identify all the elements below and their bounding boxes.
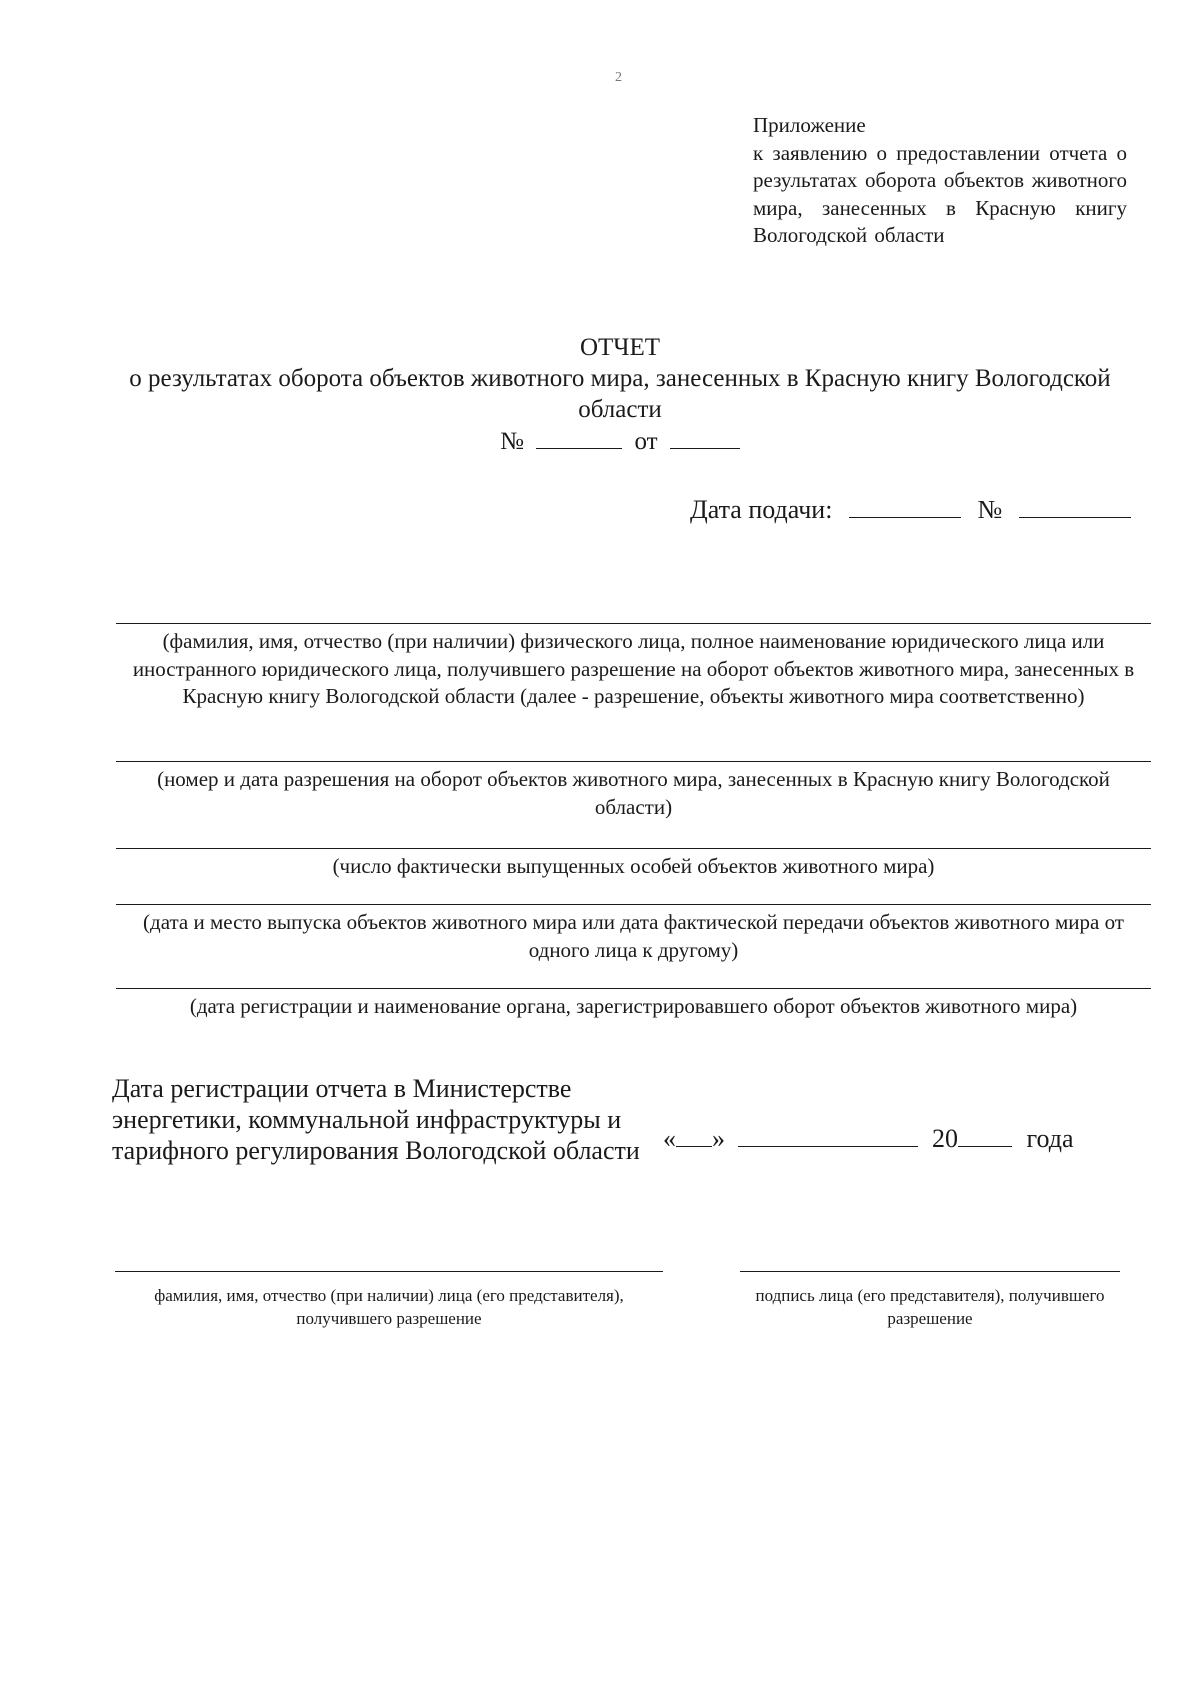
report-from-label: от [634, 428, 658, 455]
page-mark: 2 [615, 70, 622, 85]
year-blank[interactable] [958, 1142, 1012, 1147]
registration-date-line [663, 1124, 1074, 1154]
applicant-caption: (фамилия, имя, отчество (при наличии) физического лица, полное наименование юридического лица или иностранного юридического лица, получившего разрешение на оборот объектов животного мира, занесенных в Красную книгу Вологодской области (далее - разрешение, объекты животного мира соответственно) [132, 629, 1135, 708]
year-word: года [1026, 1124, 1074, 1153]
report-subtitle: о результатах оборота объектов животного мира, занесенных в Красную книгу Вологодской области [129, 365, 1111, 423]
day-blank[interactable] [676, 1142, 712, 1147]
appendix-block [753, 112, 1127, 250]
registration-authority-field [116, 988, 1151, 1021]
appendix-body: к заявлению о предоставлении отчета о результатах оборота объектов животного мира, занесенных в Красную книгу Вологодской области [753, 140, 1127, 247]
release-date-place-line[interactable] [116, 904, 1151, 905]
signature-line[interactable] [740, 1271, 1120, 1272]
released-count-caption: (число фактически выпущенных особей объектов животного мира) [332, 854, 935, 878]
permit-line[interactable] [116, 761, 1151, 762]
permit-field [116, 761, 1151, 821]
filing-number-blank[interactable] [1019, 513, 1131, 518]
signature-block [740, 1271, 1120, 1330]
report-date-blank[interactable] [670, 444, 740, 449]
filing-date-label: Дата подачи: [690, 495, 833, 524]
month-blank[interactable] [738, 1142, 918, 1147]
appendix-title: Приложение [753, 113, 866, 137]
released-count-line[interactable] [116, 848, 1151, 849]
registration-label: Дата регистрации отчета в Министерстве энергетики, коммунальной инфраструктуры и тарифного регулирования Вологодской области [112, 1074, 640, 1165]
quote-close: » [712, 1124, 725, 1153]
applicant-line[interactable] [116, 623, 1151, 624]
applicant-field [116, 623, 1151, 711]
report-number-sign: № [500, 428, 524, 455]
report-title-block [100, 332, 1140, 425]
signatory-name-line[interactable] [115, 1271, 663, 1272]
release-date-place-field [116, 904, 1151, 964]
permit-caption: (номер и дата разрешения на оборот объектов животного мира, занесенных в Красную книгу Вологодской области) [157, 767, 1110, 819]
registration-authority-line[interactable] [116, 988, 1151, 989]
filing-number-sign: № [977, 495, 1003, 524]
report-number-blank[interactable] [536, 444, 622, 449]
report-number-line [100, 428, 1140, 456]
report-title: ОТЧЕТ [579, 334, 661, 361]
filing-line [690, 495, 1130, 525]
signatory-name-block [115, 1271, 663, 1330]
signatory-name-caption: фамилия, имя, отчество (при наличии) лица (его представителя), получившего разрешение [154, 1286, 624, 1328]
quote-open: « [663, 1124, 676, 1153]
signature-caption: подпись лица (его представителя), получившего разрешение [755, 1286, 1105, 1328]
filing-date-blank[interactable] [849, 513, 961, 518]
released-count-field [116, 848, 1151, 881]
century-text: 20 [932, 1124, 958, 1153]
registration-authority-caption: (дата регистрации и наименование органа, зарегистрировавшего оборот объектов животного мира) [189, 994, 1078, 1018]
release-date-place-caption: (дата и место выпуска объектов животного мира или дата фактической передачи объектов животного мира от одного лица к другому) [143, 910, 1124, 962]
